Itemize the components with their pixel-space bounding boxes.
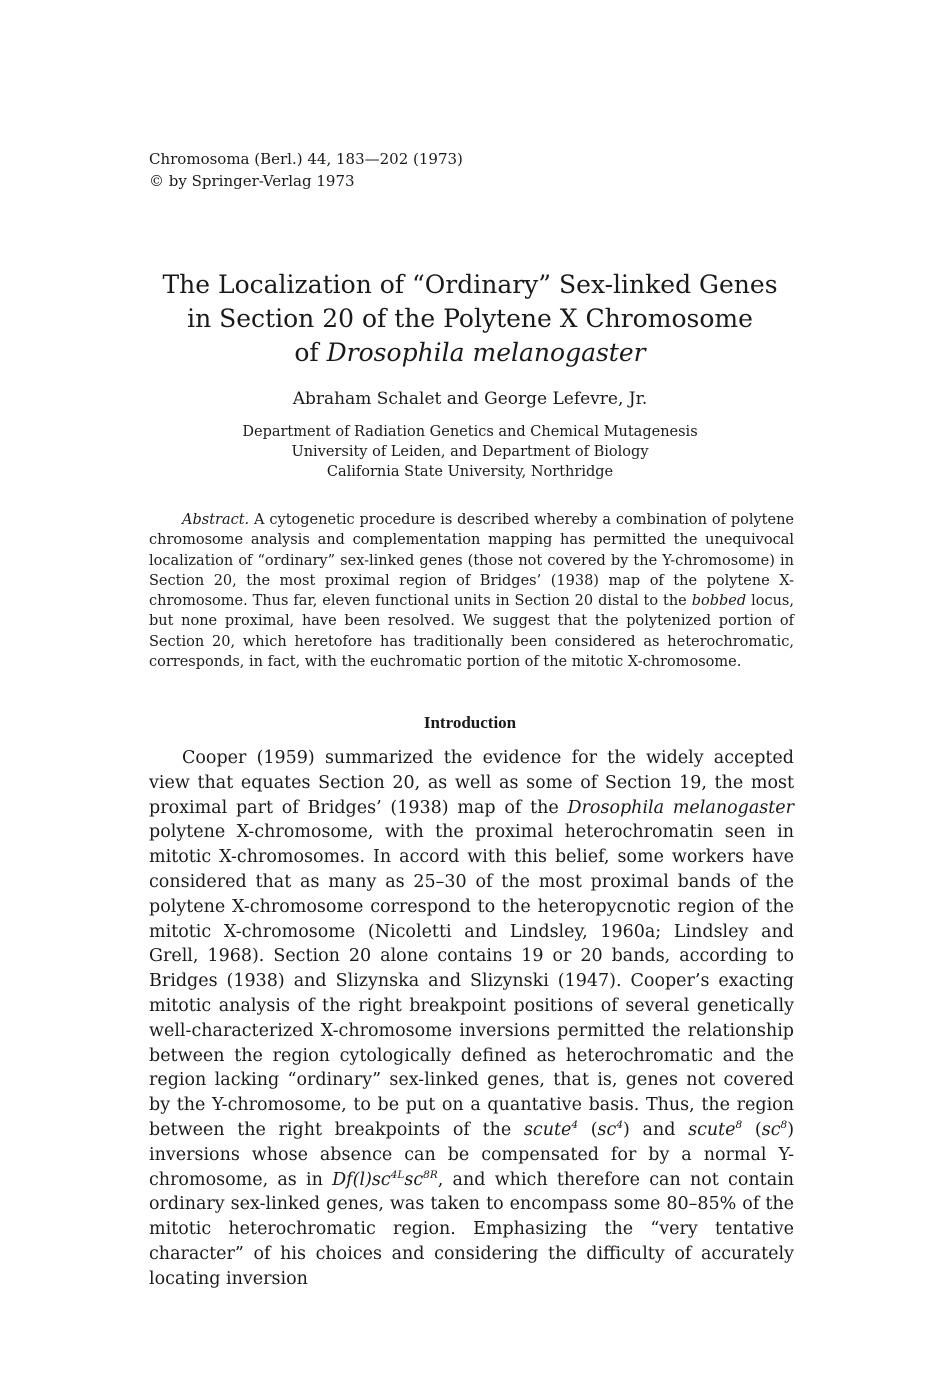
paren-close-and: ) and (623, 1119, 689, 1140)
deficiency-genotype: $Df(l)sc^{4L}sc^{8R}$ (332, 1168, 438, 1190)
sc4-gene: $sc^4$ (597, 1119, 624, 1140)
intro-text-3: ) inversions whose absence can be compensated for by a normal Y-chromosome, as in (149, 1119, 795, 1190)
abstract-text-1: A cytogenetic procedure is described whereby a combination of polytene chromosome analysis and complementation mapping has permitted the unequivocal localization of “ordinary” sex-linked genes (those not covered by the Y-chromosome) in Section 20, the most proximal region of Bridges’ (1938) map of the polytene X-chromosome. Thus far, eleven functional units in Section 20 distal to the (149, 512, 794, 610)
intro-species: Drosophila melanogaster (567, 797, 794, 818)
title-species: Drosophila melanogaster (326, 338, 646, 367)
title-line-2: in Section 20 of the Polytene X Chromosome (187, 304, 753, 333)
intro-text-1: Cooper (1959) summarized the evidence for the widely accepted view that equates Section 20, as well as some of Section 19, the most proximal part of Bridges’ (1938) map of the (149, 748, 794, 818)
paper-title (120, 268, 820, 370)
abstract-label: Abstract. (182, 512, 250, 528)
paren-open: ( (578, 1119, 598, 1140)
intro-text-2: polytene X-chromosome, with the proximal heterochromatin seen in mitotic X-chromosomes. In accord with this belief, some workers have considered that as many as 25–30 of the most proximal bands of the polytene X-chromosome correspond to the heteropycnotic region of the mitotic X-chromosome (Nicoletti and Lindsley, 1960a; Lindsley and Grell, 1968). Section 20 alone contains 19 or 20 bands, according to Bridges (1938) and Slizynska and Slizynski (1947). Cooper’s exacting mitotic analysis of the right breakpoint positions of several genetically well-characterized X-chromosome inversions permitted the relationship between the region cytologically defined as heterochromatic and the region lacking “ordinary” sex-linked genes, that is, genes not covered by the Y-chromosome, to be put on a quantative basis. Thus, the region between the right breakpoints of the (149, 822, 794, 1140)
scute4-gene: scute$^4$ (523, 1119, 579, 1140)
title-line-1: The Localization of “Ordinary” Sex-linked Genes (162, 270, 778, 299)
paren-open: ( (742, 1119, 762, 1140)
journal-citation (149, 148, 463, 192)
affiliation (120, 422, 820, 482)
affiliation-line-1: Department of Radiation Genetics and Chemical Mutagenesis (242, 424, 698, 440)
intro-text-4: , and which therefore can not contain ordinary sex-linked genes, was taken to encompass some 80–85% of the mitotic heterochromatic region. Emphasizing the “very tentative character” of his choices and considering the difficulty of accurately locating inversion (149, 1169, 794, 1289)
copyright-line: © by Springer-Verlag 1973 (149, 172, 355, 190)
abstract-bobbed: bobbed (691, 593, 747, 610)
abstract (149, 510, 794, 672)
scute8-gene: scute$^8$ (688, 1119, 743, 1140)
abstract-text-2: locus, but none proximal, have been resolved. We suggest that the polytenized portion of Section 20, which heretofore has traditionally been considered as heterochromatic, corresponds, in fact, with the euchromatic portion of the mitotic X-chromosome. (149, 593, 794, 671)
authors: Abraham Schalet and George Lefevre, Jr. (292, 389, 648, 409)
introduction-paragraph (149, 746, 794, 1292)
title-line-3 (120, 336, 820, 370)
affiliation-line-2: University of Leiden, and Department of Biology (291, 444, 649, 460)
journal-line: Chromosoma (Berl.) 44, 183—202 (1973) (149, 150, 463, 168)
title-line-3-prefix: of (294, 338, 327, 367)
affiliation-line-3: California State University, Northridge (326, 464, 614, 480)
sc8-gene: $sc^8$ (761, 1119, 788, 1140)
section-heading-introduction: Introduction (423, 713, 517, 732)
